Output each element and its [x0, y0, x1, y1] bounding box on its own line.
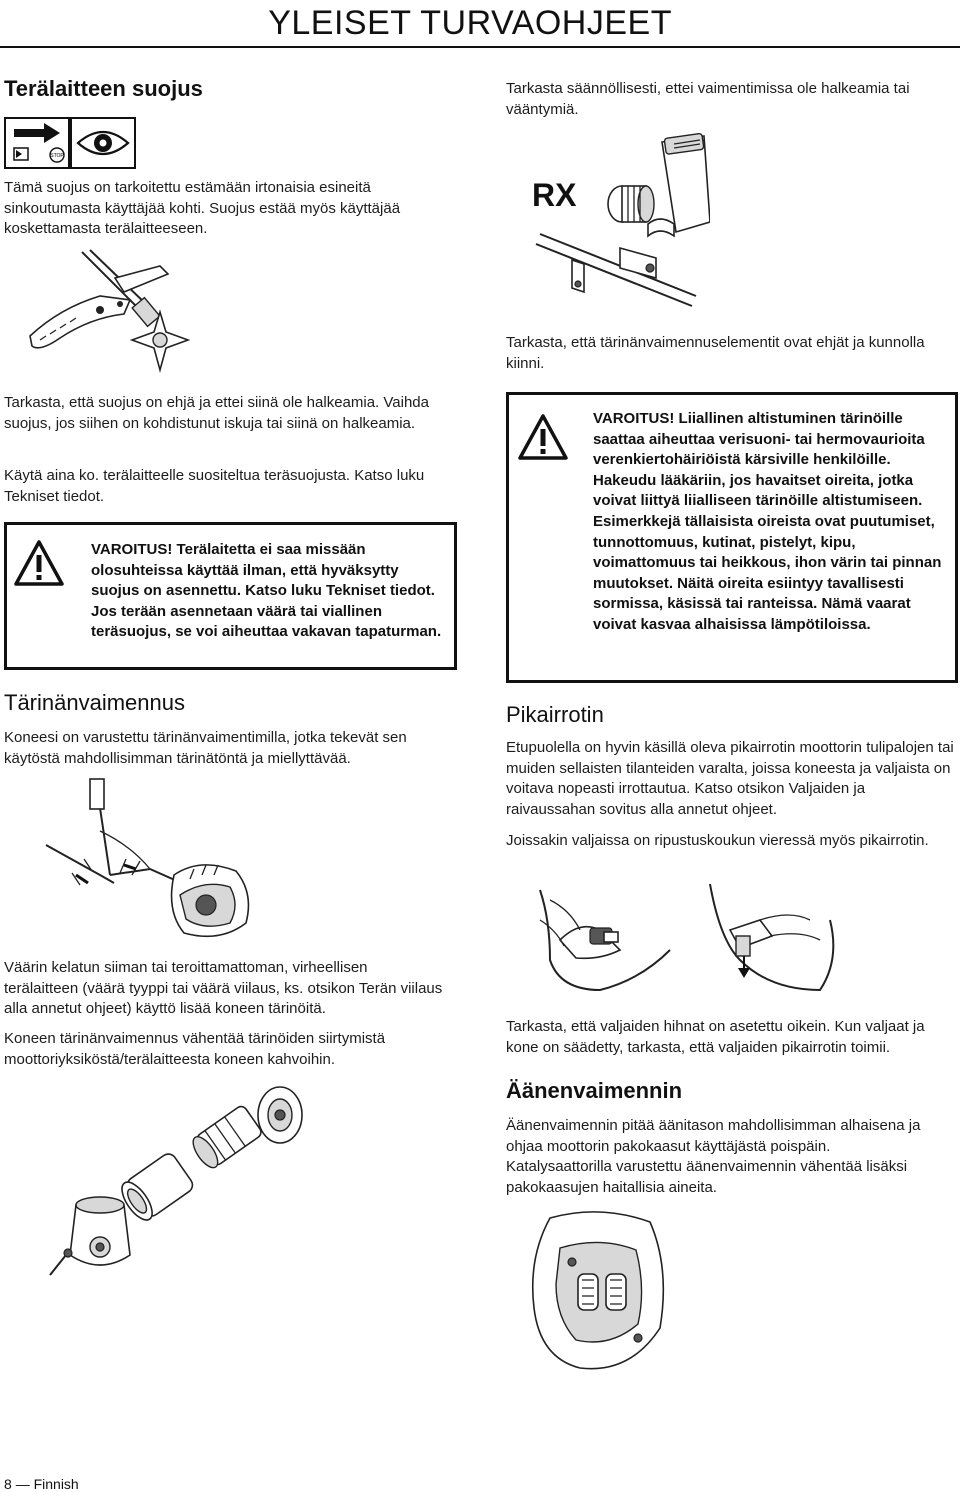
footer-dash: — — [15, 1476, 30, 1492]
harness-para: Tarkasta, että valjaiden hihnat on asetettu oikein. Kun valjaat ja kone on säädetty, tarkasta, että valjaiden pikairrotin toimii. — [506, 1018, 925, 1056]
guard-para: Tämä suojus on tarkoitettu estämään irtonaisia esineitä sinkoutumasta käyttäjää kohti. Suojus estää myös käyttäjää koskettamasta terälaitteeseen. — [4, 179, 401, 237]
damper-illustration — [30, 1075, 320, 1285]
pictogram-row — [4, 117, 136, 169]
footer-language: Finnish — [33, 1476, 79, 1492]
quick-release-heading: Pikairrotin — [506, 702, 604, 727]
check-para-1: Tarkasta, että suojus on ehjä ja ettei siinä ole halkeamia. Vaihda suojus, jos siihen on kohdistunut iskuja tai siinä on halkeamia. — [4, 394, 429, 432]
rx-damper-illustration — [510, 126, 710, 321]
elements-para: Tarkasta, että tärinänvaimennuselementit ovat ehjät ja kunnolla kiinni. — [506, 334, 925, 372]
warning-2-body: Liiallinen altistuminen tärinöille saattaa aiheuttaa verisuoni- tai hermovaurioita verenkiertohäiriöistä kärsiville henkilöille. Hakeudu lääkäriin, jos havaitset oireita, jotka voivat liittyä liialliseen tärinöille altistumiseen. Esimerkkejä tällaisista oireista ovat puutumiset, tunnottomuus, kutinat, pistelyt, kipu, voimattomuus tai heikkous, ihon värin tai pinnan muutokset. Näitä oireita esiintyy tavallisesti sormissa, käsissä tai ranteissa. Nämä vaarat voivat kasvaa alhaisissa lämpötiloissa. — [593, 410, 942, 633]
warning-box-2 — [506, 392, 958, 683]
line-para: Väärin kelatun siiman tai teroittamattoman, virheellisen terälaitteen (väärä tyyppi tai väärä viilaus, ks. otsikon Terän viilaus alla annetut ohjeet) käyttö lisää koneen tärinöitä. — [4, 959, 443, 1017]
page-footer — [4, 1476, 79, 1492]
check-para-2: Käytä aina ko. terälaitteelle suositeltua teräsuojusta. Katso luku Tekniset tiedot. — [4, 467, 425, 505]
warning-triangle-icon — [13, 539, 65, 587]
muffler-heading: Äänenvaimennin — [506, 1078, 683, 1103]
page-title: YLEISET TURVAOHJEET — [268, 4, 672, 42]
rx-label: RX — [532, 177, 577, 213]
vibration-heading: Tärinänvaimennus — [4, 690, 185, 715]
header-rule — [0, 46, 960, 48]
muffler-illustration — [520, 1208, 680, 1378]
warning-1-text — [91, 540, 446, 643]
quick-release-para-2: Joissakin valjaissa on ripustuskoukun vieressä myös pikairrotin. — [506, 832, 929, 849]
harness-illustration — [520, 880, 840, 1010]
muffler-para-1: Äänenvaimennin pitää äänitason mahdollisimman alhaisena ja ohjaa moottorin pakokaasut käyttäjästä poispäin. — [506, 1117, 921, 1155]
warning-2-lead: VAROITUS! — [593, 410, 675, 427]
guard-illustration — [20, 248, 240, 378]
warning-box-1 — [4, 522, 457, 670]
quick-release-para-1: Etupuolella on hyvin käsillä oleva pikairrotin moottorin tulipalojen tai muiden sellaisten tilanteiden varalta, joissa koneesta ja valjaista on voitava nopeasti irrottautua. Katso otsikon Valjaiden ja raivaussahan sovitus alla annetut ohjeet. — [506, 739, 954, 818]
page-number: 8 — [4, 1476, 12, 1492]
stop-label: STOP — [50, 153, 64, 159]
damper-check-para: Tarkasta säännöllisesti, ettei vaimentimissa ole halkeamia tai vääntymiä. — [506, 80, 910, 118]
warning-2-text — [593, 409, 949, 636]
vibration-para: Koneesi on varustettu tärinänvaimentimilla, jotka tekevät sen käytöstä mahdollisimman tärinätöntä ja miellyttävää. — [4, 729, 407, 767]
warning-1-lead: VAROITUS! — [91, 541, 173, 558]
guard-heading: Terälaitteen suojus — [4, 76, 203, 101]
brushcutter-illustration — [40, 775, 270, 955]
muffler-para-2: Katalysaattorilla varustettu äänenvaimennin vähentää lisäksi pakokaasujen haitallisia aineita. — [506, 1158, 908, 1196]
damper-para: Koneen tärinänvaimennus vähentää tärinöiden siirtymistä moottoriyksiköstä/terälaitteesta koneen kahvoihin. — [4, 1030, 386, 1068]
warning-triangle-icon — [517, 413, 569, 461]
warning-1-body: Terälaitetta ei saa missään olosuhteissa käyttää ilman, että hyväksytty suojus on asennettu. Katso luku Tekniset tiedot. Jos terään asennetaan väärä tai viallinen teräsuojus, se voi aiheuttaa vakavan tapaturman. — [91, 541, 442, 641]
